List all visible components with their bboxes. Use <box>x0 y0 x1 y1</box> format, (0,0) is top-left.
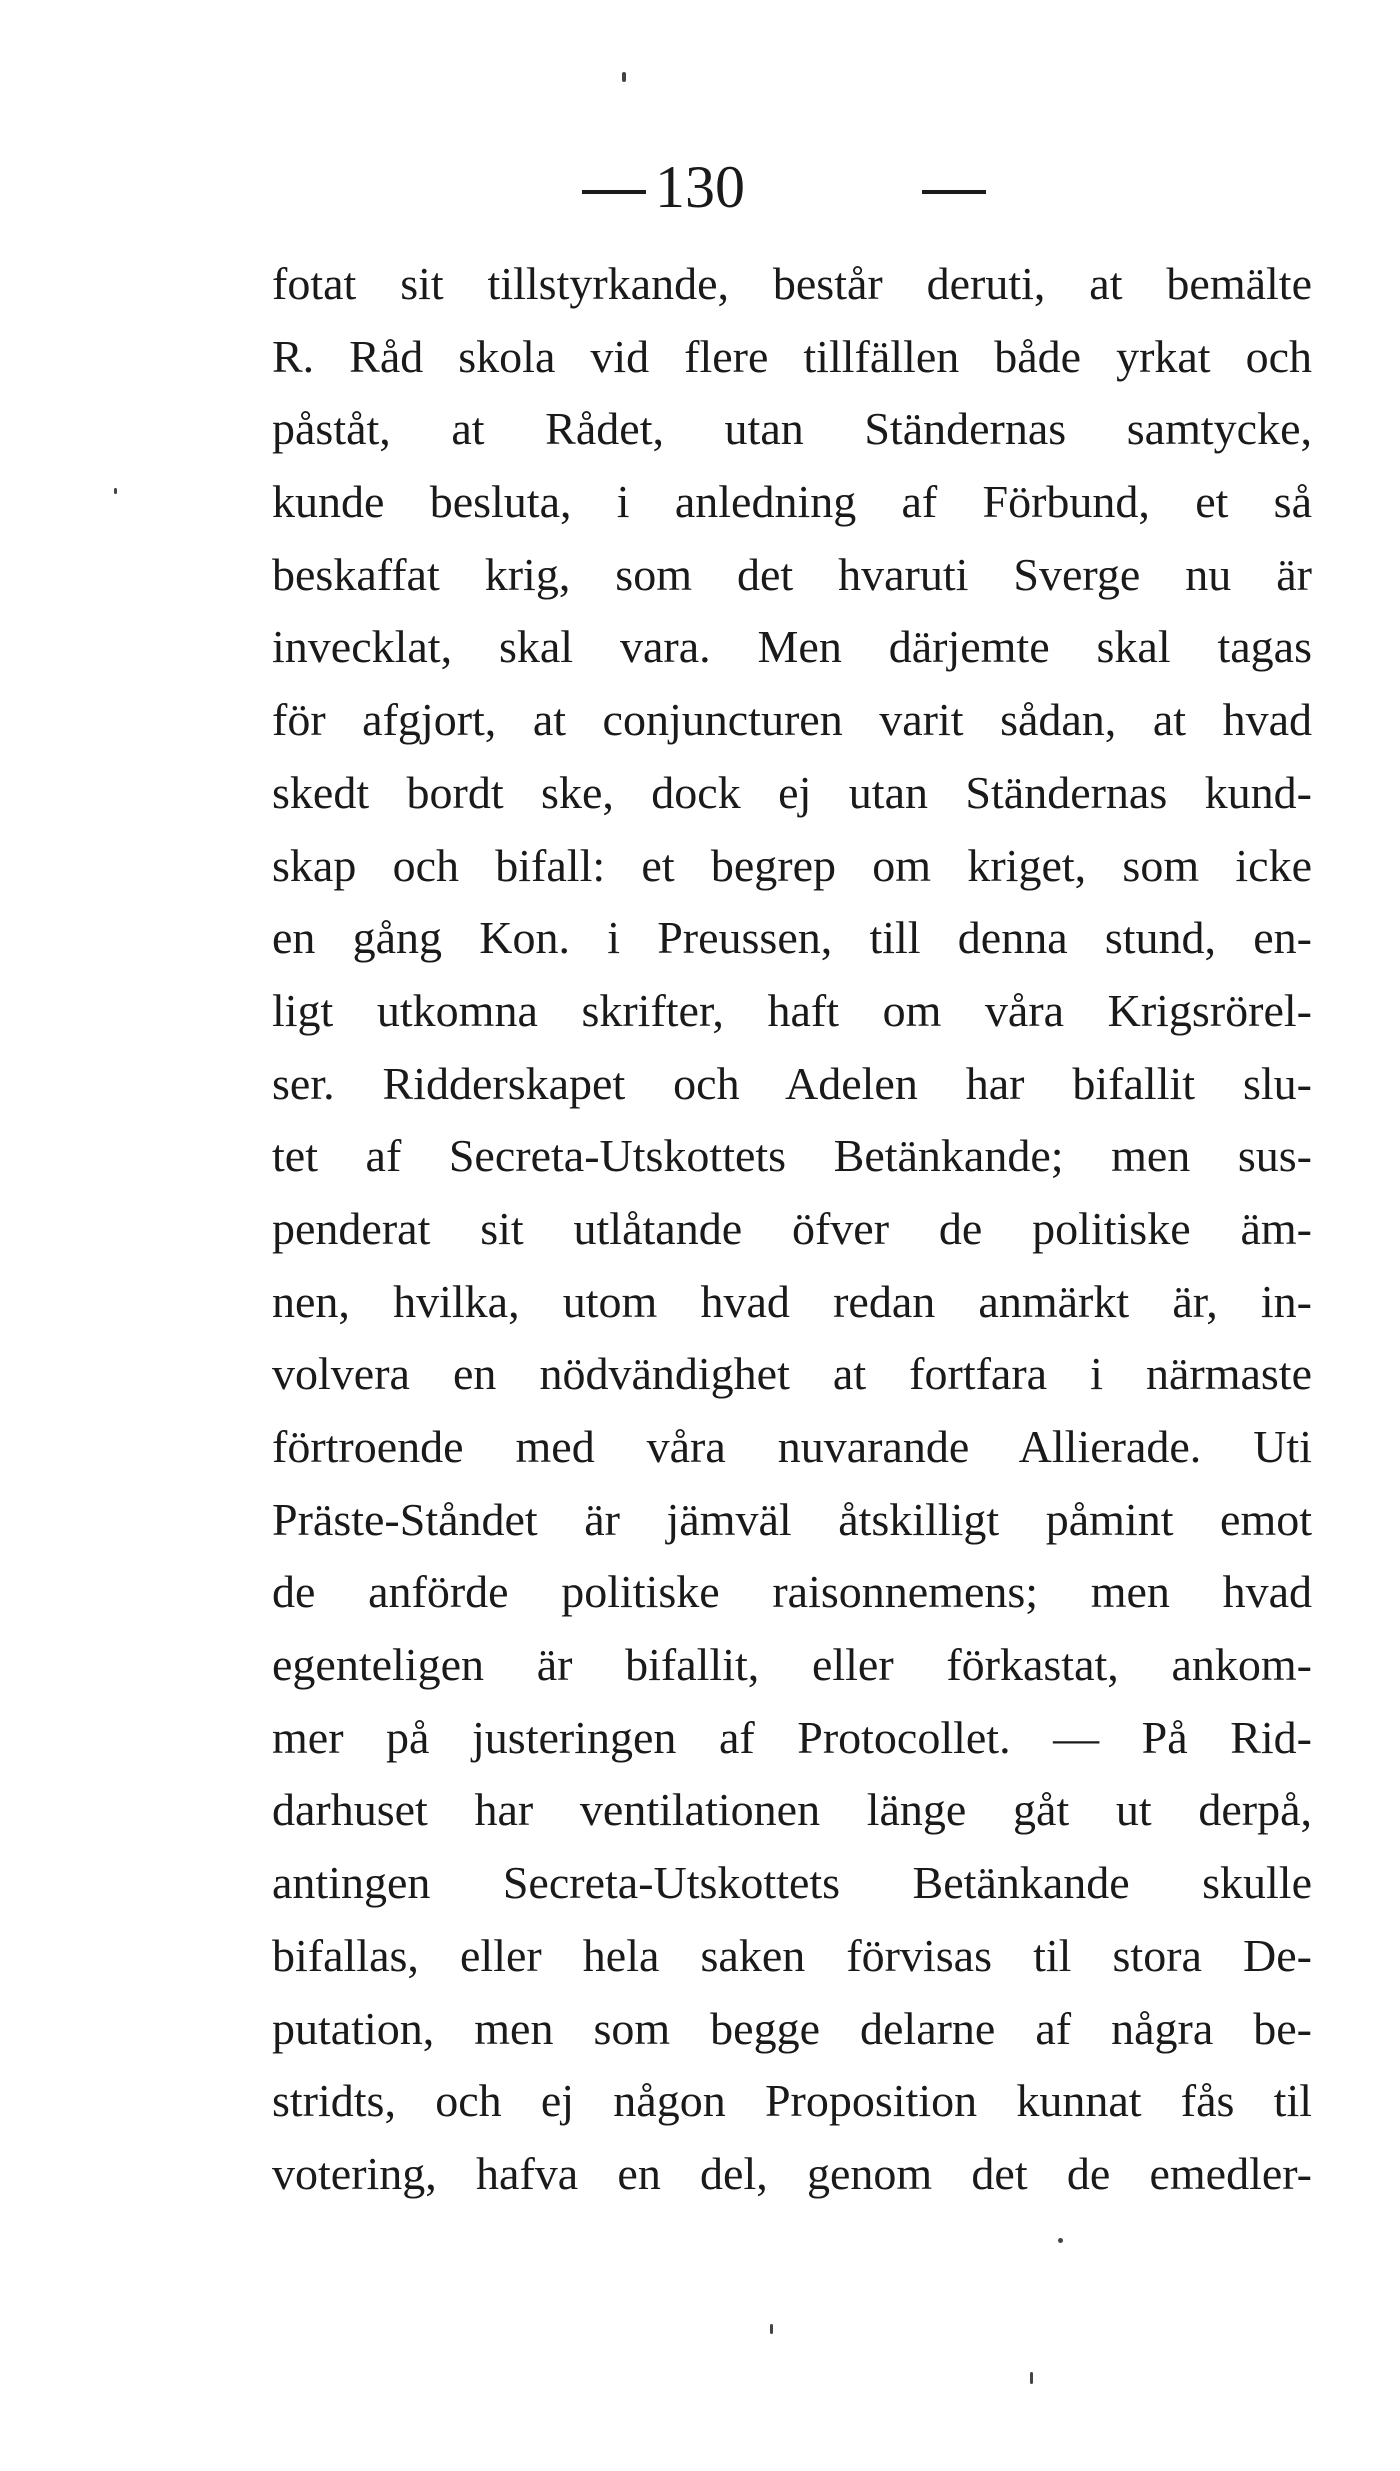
text-line: mer på justeringen af Protocollet. — På Rid- <box>272 1711 1312 1763</box>
text-line: Präste-Ståndet är jämväl åtskilligt påmint emot <box>272 1493 1312 1545</box>
page-number: 130 <box>655 154 745 220</box>
text-line: ser. Ridderskapet och Adelen har bifallit slu- <box>272 1057 1312 1109</box>
header-dash-right <box>922 190 986 194</box>
text-line: darhuset har ventilationen länge gåt ut derpå, <box>272 1784 1312 1836</box>
text-line: fotat sit tillstyrkande, består deruti, at bemälte <box>272 258 1312 309</box>
text-line: R. Råd skola vid flere tillfällen både yrkat och <box>272 330 1312 382</box>
page-header <box>0 148 1400 218</box>
text-line: för afgjort, at conjuncturen varit sådan, at hvad <box>272 694 1312 746</box>
text-line: beskaffat krig, som det hvaruti Sverge nu är <box>272 548 1312 600</box>
text-line: bifallas, eller hela saken förvisas til stora De- <box>272 1929 1312 1981</box>
text-line: de anförde politiske raisonnemens; men hvad <box>272 1566 1312 1618</box>
paper-speck <box>770 2324 773 2334</box>
text-line: stridts, och ej någon Proposition kunnat fås til <box>272 2075 1312 2127</box>
text-line: egenteligen är bifallit, eller förkastat, ankom- <box>272 1639 1312 1691</box>
text-line: en gång Kon. i Preussen, till denna stund, en- <box>272 912 1312 964</box>
text-line: putation, men som begge delarne af några be- <box>272 2002 1312 2054</box>
text-line: votering, hafva en del, genom det de emedler- <box>272 2147 1312 2199</box>
paper-speck <box>622 72 626 82</box>
paper-speck <box>1058 2238 1063 2243</box>
paper-speck <box>114 488 117 494</box>
text-line: nen, hvilka, utom hvad redan anmärkt är, in- <box>272 1275 1312 1327</box>
text-line: skap och bifall: et begrep om kriget, som icke <box>272 839 1312 891</box>
text-line: antingen Secreta-Utskottets Betänkande skulle <box>272 1857 1312 1909</box>
paper-speck <box>1030 2372 1033 2384</box>
text-line: invecklat, skal vara. Men därjemte skal tagas <box>272 621 1312 673</box>
body-text <box>272 248 1312 2211</box>
text-line: volvera en nödvändighet at fortfara i närmaste <box>272 1348 1312 1400</box>
text-line: penderat sit utlåtande öfver de politiske äm- <box>272 1202 1312 1254</box>
text-line: ligt utkomna skrifter, haft om våra Krigsrörel- <box>272 984 1312 1036</box>
text-line: förtroende med våra nuvarande Allierade. Uti <box>272 1421 1312 1472</box>
text-line: tet af Secreta-Utskottets Betänkande; men sus- <box>272 1130 1312 1182</box>
text-line: kunde besluta, i anledning af Förbund, et så <box>272 476 1312 528</box>
text-line: påståt, at Rådet, utan Ständernas samtycke, <box>272 403 1312 455</box>
text-line: skedt bordt ske, dock ej utan Ständernas kund- <box>272 766 1312 818</box>
